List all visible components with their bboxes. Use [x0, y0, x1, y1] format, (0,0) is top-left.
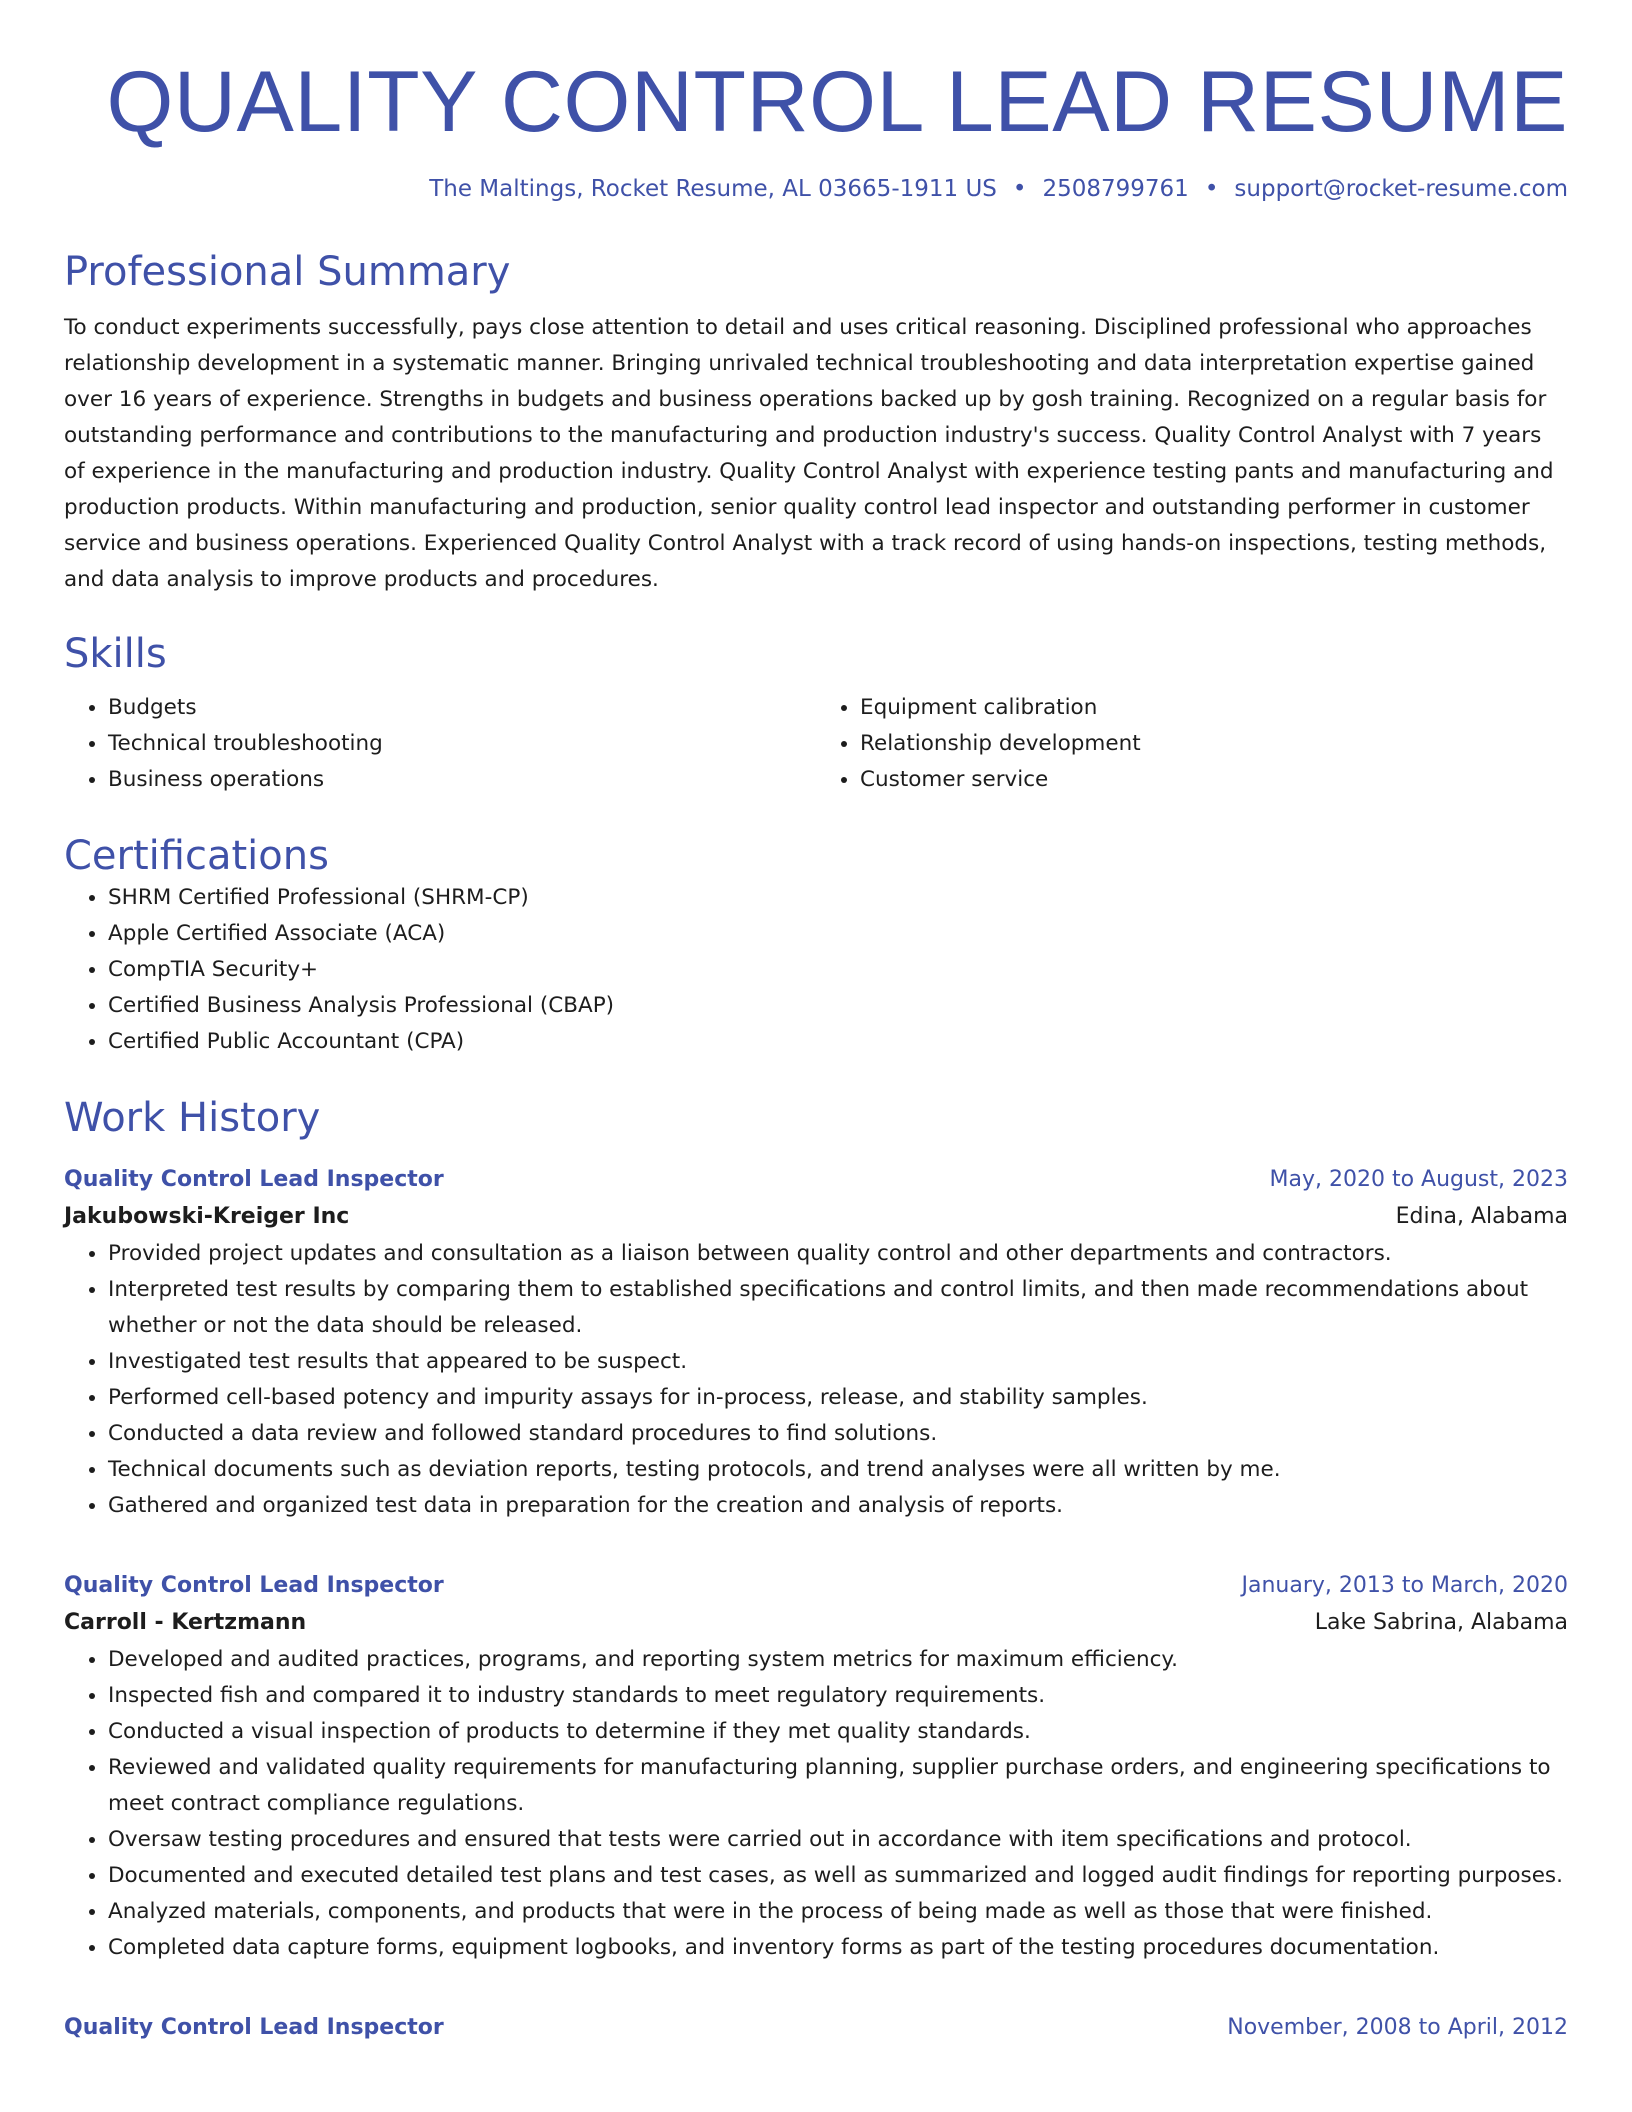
job-entry: [64, 1162, 1568, 1524]
job-duty-item: • Interpreted test results by comparing them to established specifications and control limits, and then made recommendations about whether or not the data should be released.: [108, 1272, 1568, 1344]
contact-line: [64, 174, 1568, 204]
contact-email[interactable]: support@rocket-resume.com: [1234, 176, 1568, 202]
job-entry: [64, 2010, 1568, 2046]
job-duty-item: • Investigated test results that appeared to be suspect.: [108, 1344, 1568, 1380]
skill-item: • Technical troubleshooting: [108, 726, 816, 762]
job-header-row: [64, 1568, 1568, 1604]
certification-item: • Certified Public Accountant (CPA): [108, 1024, 1568, 1060]
job-duty-item: • Conducted a data review and followed standard procedures to find solutions.: [108, 1416, 1568, 1452]
job-dates: May, 2020 to August, 2023: [1269, 1167, 1568, 1192]
contact-address: The Maltings, Rocket Resume, AL 03665-1911 US: [429, 176, 997, 202]
job-header-row: [64, 2010, 1568, 2046]
job-title: Quality Control Lead Inspector: [64, 1573, 444, 1598]
skill-item: • Relationship development: [860, 726, 1568, 762]
job-company-row: [64, 1198, 1568, 1236]
job-location: Edina, Alabama: [1395, 1204, 1568, 1229]
job-duty-item: • Documented and executed detailed test plans and test cases, as well as summarized and logged audit findings for reporting purposes.: [108, 1858, 1568, 1894]
certification-item: • Apple Certified Associate (ACA): [108, 916, 1568, 952]
job-duty-item: • Analyzed materials, components, and products that were in the process of being made as well as those that were finished.: [108, 1894, 1568, 1930]
professional-summary-text: To conduct experiments successfully, pays close attention to detail and uses critical reasoning. Disciplined professional who approaches relationship development in a systematic manner. Bringing unrivaled technical troubleshooting and data interpretation expertise gained over 16 years of experience. Strengths in budgets and business operations backed up by gosh training. Recognized on a regular basis for outstanding performance and contributions to the manufacturing and production industry's success. Quality Control Analyst with 7 years of experience in the manufacturing and production industry. Quality Control Analyst with experience testing pants and manufacturing and production products. Within manufacturing and production, senior quality control lead inspector and outstanding performer in customer service and business operations. Experienced Quality Control Analyst with a track record of using hands-on inspections, testing methods, and data analysis to improve products and procedures.: [64, 315, 1554, 592]
contact-separator: •: [1012, 176, 1027, 202]
certification-item: • SHRM Certified Professional (SHRM-CP): [108, 880, 1568, 916]
contact-phone: 2508799761: [1042, 176, 1189, 202]
professional-summary-heading: Professional Summary: [64, 249, 511, 295]
job-company: Carroll - Kertzmann: [64, 1610, 307, 1635]
resume-title: QUALITY CONTROL LEAD RESUME: [106, 54, 1568, 150]
skill-item: • Customer service: [860, 762, 1568, 798]
job-duty-item: • Developed and audited practices, programs, and reporting system metrics for maximum efficiency.: [108, 1642, 1568, 1678]
job-duties-list: [64, 1236, 1568, 1524]
contact-separator: •: [1204, 176, 1219, 202]
job-duty-item: • Inspected fish and compared it to industry standards to meet regulatory requirements.: [108, 1678, 1568, 1714]
job-header-row: [64, 1162, 1568, 1198]
skills-column-left: [64, 690, 816, 798]
job-duty-item: • Performed cell-based potency and impurity assays for in-process, release, and stability samples.: [108, 1380, 1568, 1416]
certifications-list: [64, 880, 1568, 1060]
job-duty-item: • Reviewed and validated quality requirements for manufacturing planning, supplier purchase orders, and engineering specifications to meet contract compliance regulations.: [108, 1750, 1568, 1822]
skill-item: • Equipment calibration: [860, 690, 1568, 726]
certification-item: • Certified Business Analysis Professional (CBAP): [108, 988, 1568, 1024]
job-duty-item: • Provided project updates and consultation as a liaison between quality control and other departments and contractors.: [108, 1236, 1568, 1272]
job-title: Quality Control Lead Inspector: [64, 1167, 444, 1192]
skills-list: [64, 690, 1568, 798]
job-duty-item: • Completed data capture forms, equipment logbooks, and inventory forms as part of the testing procedures documentation.: [108, 1930, 1568, 1966]
job-duty-item: • Oversaw testing procedures and ensured that tests were carried out in accordance with item specifications and protocol.: [108, 1822, 1568, 1858]
job-duty-item: • Conducted a visual inspection of products to determine if they met quality standards.: [108, 1714, 1568, 1750]
job-duty-item: • Gathered and organized test data in preparation for the creation and analysis of reports.: [108, 1488, 1568, 1524]
job-title: Quality Control Lead Inspector: [64, 2015, 444, 2040]
certification-item: • CompTIA Security+: [108, 952, 1568, 988]
skill-item: • Budgets: [108, 690, 816, 726]
job-dates: November, 2008 to April, 2012: [1227, 2015, 1568, 2040]
skills-column-right: [816, 690, 1568, 798]
resume-header: [64, 0, 1568, 204]
skills-heading: Skills: [64, 631, 167, 677]
work-history-heading: Work History: [64, 1095, 321, 1141]
job-entry: [64, 1568, 1568, 1966]
certifications-heading: Certifications: [64, 833, 329, 879]
skill-item: • Business operations: [108, 762, 816, 798]
job-location: Lake Sabrina, Alabama: [1314, 1610, 1568, 1635]
job-duty-item: • Technical documents such as deviation reports, testing protocols, and trend analyses were all written by me.: [108, 1452, 1568, 1488]
job-duties-list: [64, 1642, 1568, 1966]
job-dates: January, 2013 to March, 2020: [1241, 1573, 1568, 1598]
job-company: Jakubowski-Kreiger Inc: [64, 1204, 350, 1229]
job-company-row: [64, 1604, 1568, 1642]
